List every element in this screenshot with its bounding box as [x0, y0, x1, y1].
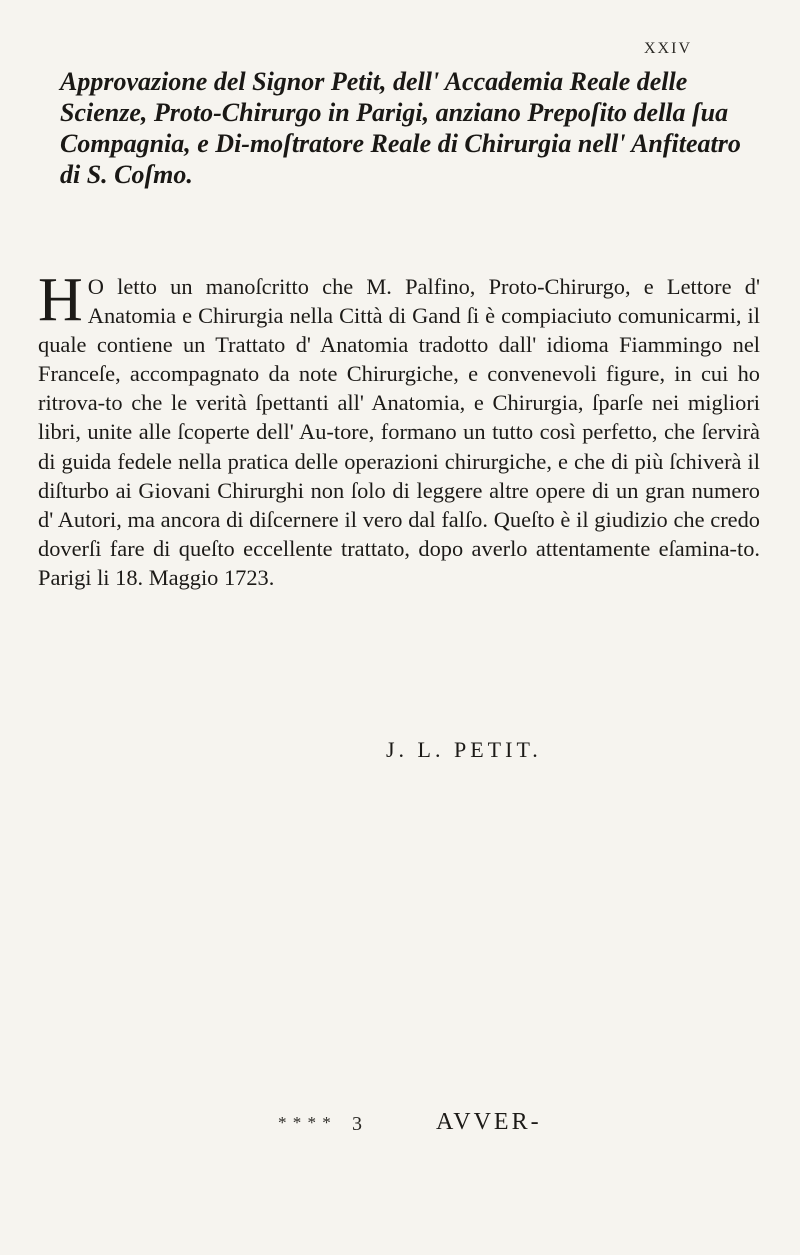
signature-mark: * * * *: [278, 1113, 332, 1132]
approval-heading: Approvazione del Signor Petit, dell' Accademia Reale delle Scienze, Proto-Chirurgo in Parigi, anziano Prepoſito della ſua Compagnia, e Di-moſtratore Reale di Chirurgia nell' Anfiteatro di S. Coſmo.: [60, 67, 741, 189]
signature: J. L. PETIT.: [386, 737, 542, 762]
approval-body: [38, 266, 760, 592]
page-number: XXIV: [644, 40, 692, 57]
page-footer: [0, 1109, 800, 1153]
catchword: AVVER-: [436, 1109, 542, 1135]
approval-body-text: O letto un manoſcritto che M. Palfino, Proto-Chirurgo, e Lettore d' Anatomia e Chirurgia nella Città di Gand ſi è compiaciuto comunicarmi, il quale contiene un Trattato d' Anatomia tradotto dall' idioma Fiammingo nel Franceſe, accompagnato da note Chirurgiche, e convenevoli figure, in cui ho ritrova-to che le verità ſpettanti all' Anatomia, e Chirurgia, ſparſe nei migliori libri, unite alle ſcoperte dell' Au-tore, formano un tutto così perfetto, che ſervirà di guida fedele nella pratica delle operazioni chirurgiche, e che di più ſchiverà il diſturbo ai Giovani Chirurghi non ſolo di leggere altre opere di un gran numero d' Autori, ma ancora di diſcernere il vero dal falſo. Queſto è il giudizio che credo doverſi fare di queſto eccellente trattato, dopo averlo attentamente eſamina-to. Parigi li 18. Maggio 1723.: [38, 274, 760, 590]
dropcap: H: [38, 266, 83, 334]
signature-number: 3: [352, 1113, 362, 1135]
